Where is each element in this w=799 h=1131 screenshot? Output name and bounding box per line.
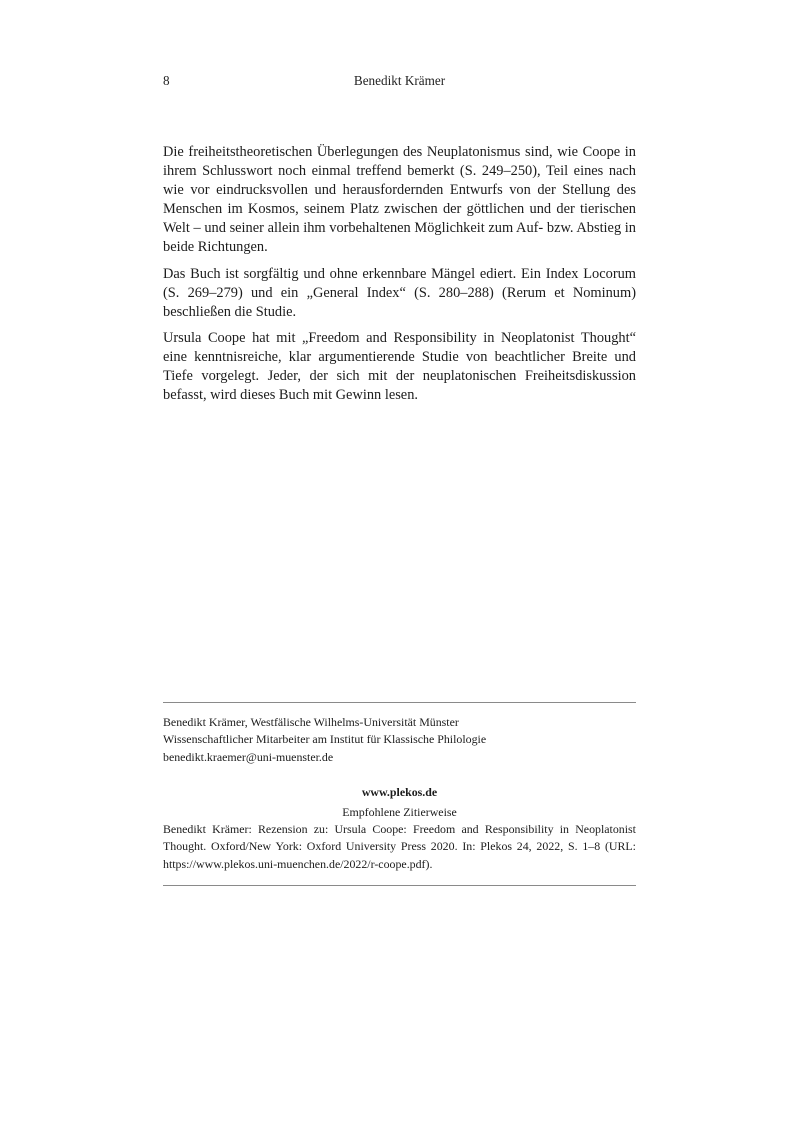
running-header-title: Benedikt Krämer xyxy=(353,73,446,88)
citation-text: Benedikt Krämer: Rezension zu: Ursula Coope: Freedom and Responsibility in Neoplatonist Thought. Oxford/New York: Oxford University Press 2020. In: Plekos 24, 2022, S. 1–8 (URL: https://www.plekos.uni-muenchen.de/2022/r-coope.pdf). xyxy=(163,822,636,871)
running-header xyxy=(163,72,636,90)
body-paragraph: Das Buch ist sorgfältig und ohne erkennbare Mängel ediert. Ein Index Locorum (S. 269–279) und ein „General Index“ (S. 280–288) (Rerum et Nominum) beschließen die Studie. xyxy=(163,265,636,320)
body-paragraph: Ursula Coope hat mit „Freedom and Responsibility in Neoplatonist Thought“ eine kenntnisreiche, klar argumentierende Studie von beachtlicher Breite und Tiefe vorgelegt. Jeder, der sich mit der neuplatonischen Freiheitsdiskussion befasst, wird dieses Buch mit Gewinn lesen. xyxy=(163,329,636,404)
citation-block xyxy=(163,784,636,873)
footer-bottom-rule xyxy=(163,885,636,886)
page-number: 8 xyxy=(163,73,170,88)
author-affiliation-line: Benedikt Krämer, Westfälische Wilhelms-Universität Münster xyxy=(163,715,459,729)
footer-top-rule xyxy=(163,702,636,703)
journal-website: www.plekos.de xyxy=(361,785,438,799)
author-role-line: Wissenschaftlicher Mitarbeiter am Institut für Klassische Philologie xyxy=(163,732,487,747)
body-paragraph: Die freiheitstheoretischen Überlegungen des Neuplatonismus sind, wie Coope in ihrem Schlusswort noch einmal treffend bemerkt (S. 249–250), Teil eines nach wie vor eindrucksvollen und herausfordernden Entwurfs von der Stellung des Menschen im Kosmos, seinem Platz zwischen der göttlichen und der tierischen Welt – und seiner allein ihm vorbehaltenen Möglichkeit zum Auf- bzw. Abstieg in beide Richtungen. xyxy=(163,144,636,256)
citation-label: Empfohlene Zitierweise xyxy=(342,805,457,819)
author-email: benedikt.kraemer@uni-muenster.de xyxy=(163,749,334,764)
body-text-column xyxy=(163,143,636,405)
author-affiliation-block xyxy=(163,714,636,766)
